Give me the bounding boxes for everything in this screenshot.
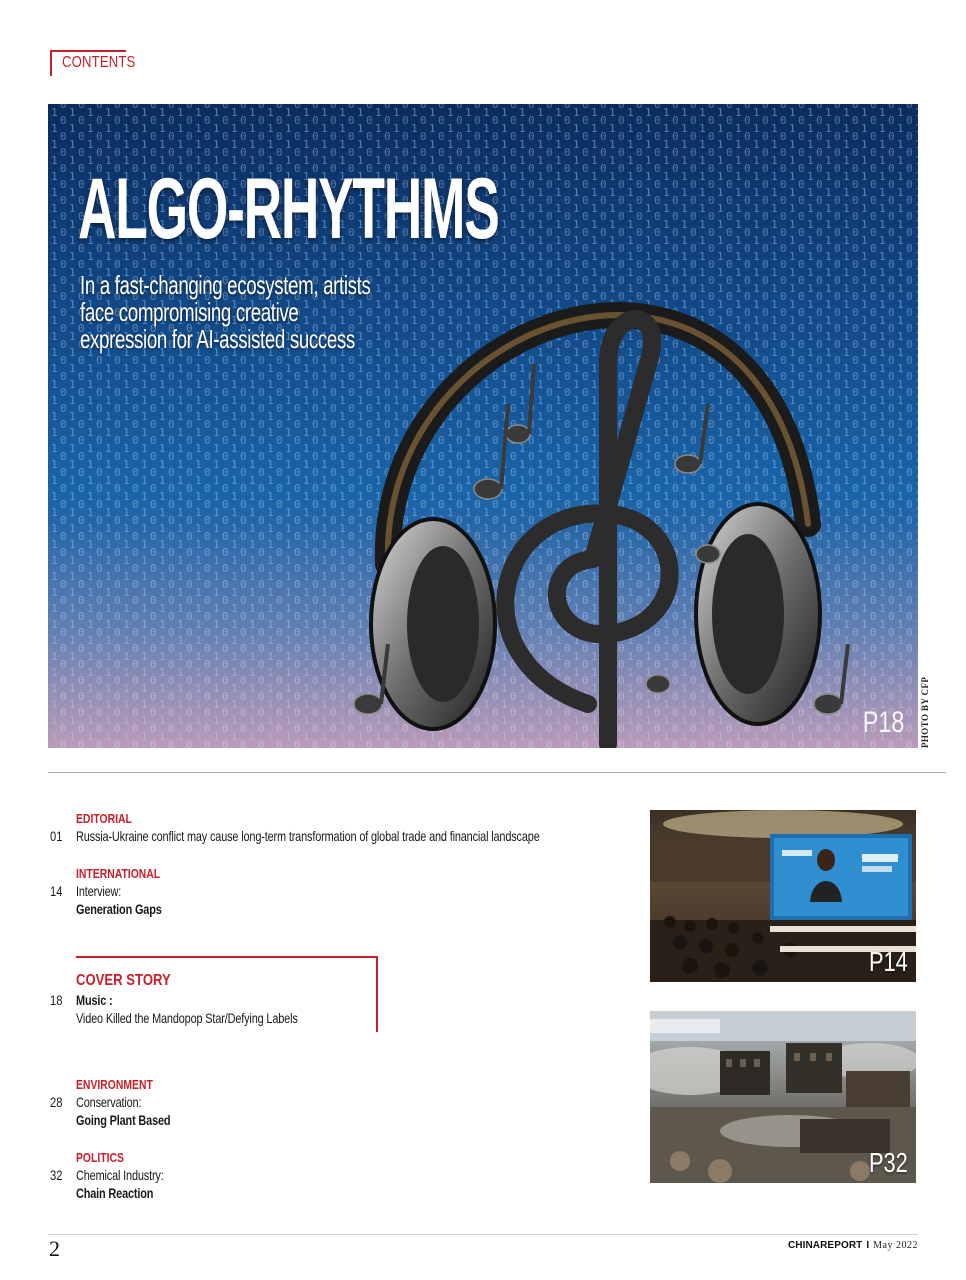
- entry-page-number: 18: [50, 992, 63, 1008]
- entry-page-number: 01: [50, 828, 63, 844]
- cover-story-title: ALGO-RHYTHMS: [78, 161, 499, 257]
- section-label-cover-story: COVER STORY: [76, 972, 171, 989]
- entry-category: Music :: [76, 992, 113, 1008]
- thumbnail-conference-photo[interactable]: [650, 810, 916, 982]
- footer-divider: [48, 1234, 918, 1235]
- entry-headline[interactable]: Generation Gaps: [76, 901, 162, 917]
- footer-separator: I: [866, 1240, 870, 1251]
- thumbnail-page-ref[interactable]: P14: [869, 946, 908, 977]
- section-label: POLITICS: [76, 1150, 124, 1165]
- contents-header: [50, 50, 136, 76]
- magazine-brand: CHINAREPORT: [787, 1240, 863, 1251]
- entry-headline[interactable]: Video Killed the Mandopop Star/Defying Labels: [76, 1010, 298, 1026]
- issue-date: May 2022: [873, 1240, 918, 1251]
- entry-category: Interview:: [76, 883, 122, 899]
- section-label: EDITORIAL: [76, 811, 132, 826]
- entry-page-number: 32: [50, 1167, 63, 1183]
- entry-headline[interactable]: Going Plant Based: [76, 1112, 171, 1128]
- thumbnail-chemical-site-photo[interactable]: [650, 1011, 916, 1183]
- cover-story-page-ref[interactable]: P18: [862, 706, 904, 739]
- thumbnail-page-ref[interactable]: P32: [869, 1147, 908, 1178]
- cover-story-hero-image[interactable]: [48, 104, 918, 748]
- contents-label: CONTENTS: [62, 54, 136, 71]
- entry-page-number: 14: [50, 883, 63, 899]
- page-number: 2: [49, 1236, 60, 1261]
- entry-headline[interactable]: Chain Reaction: [76, 1185, 154, 1201]
- entry-headline[interactable]: Russia-Ukraine conflict may cause long-term transformation of global trade and financial landscape: [76, 828, 540, 844]
- cover-story-subtitle: In a fast-changing ecosystem, artists face compromising creative expression for AI-assisted success: [80, 270, 371, 354]
- entry-category: Conservation:: [76, 1094, 142, 1110]
- section-label: INTERNATIONAL: [76, 866, 161, 881]
- photo-credit: PHOTO BY CFP: [920, 676, 930, 748]
- footer-masthead: [788, 1240, 918, 1251]
- section-divider: [48, 772, 946, 773]
- entry-category: Chemical Industry:: [76, 1167, 164, 1183]
- entry-page-number: 28: [50, 1094, 63, 1110]
- section-label: ENVIRONMENT: [76, 1077, 153, 1092]
